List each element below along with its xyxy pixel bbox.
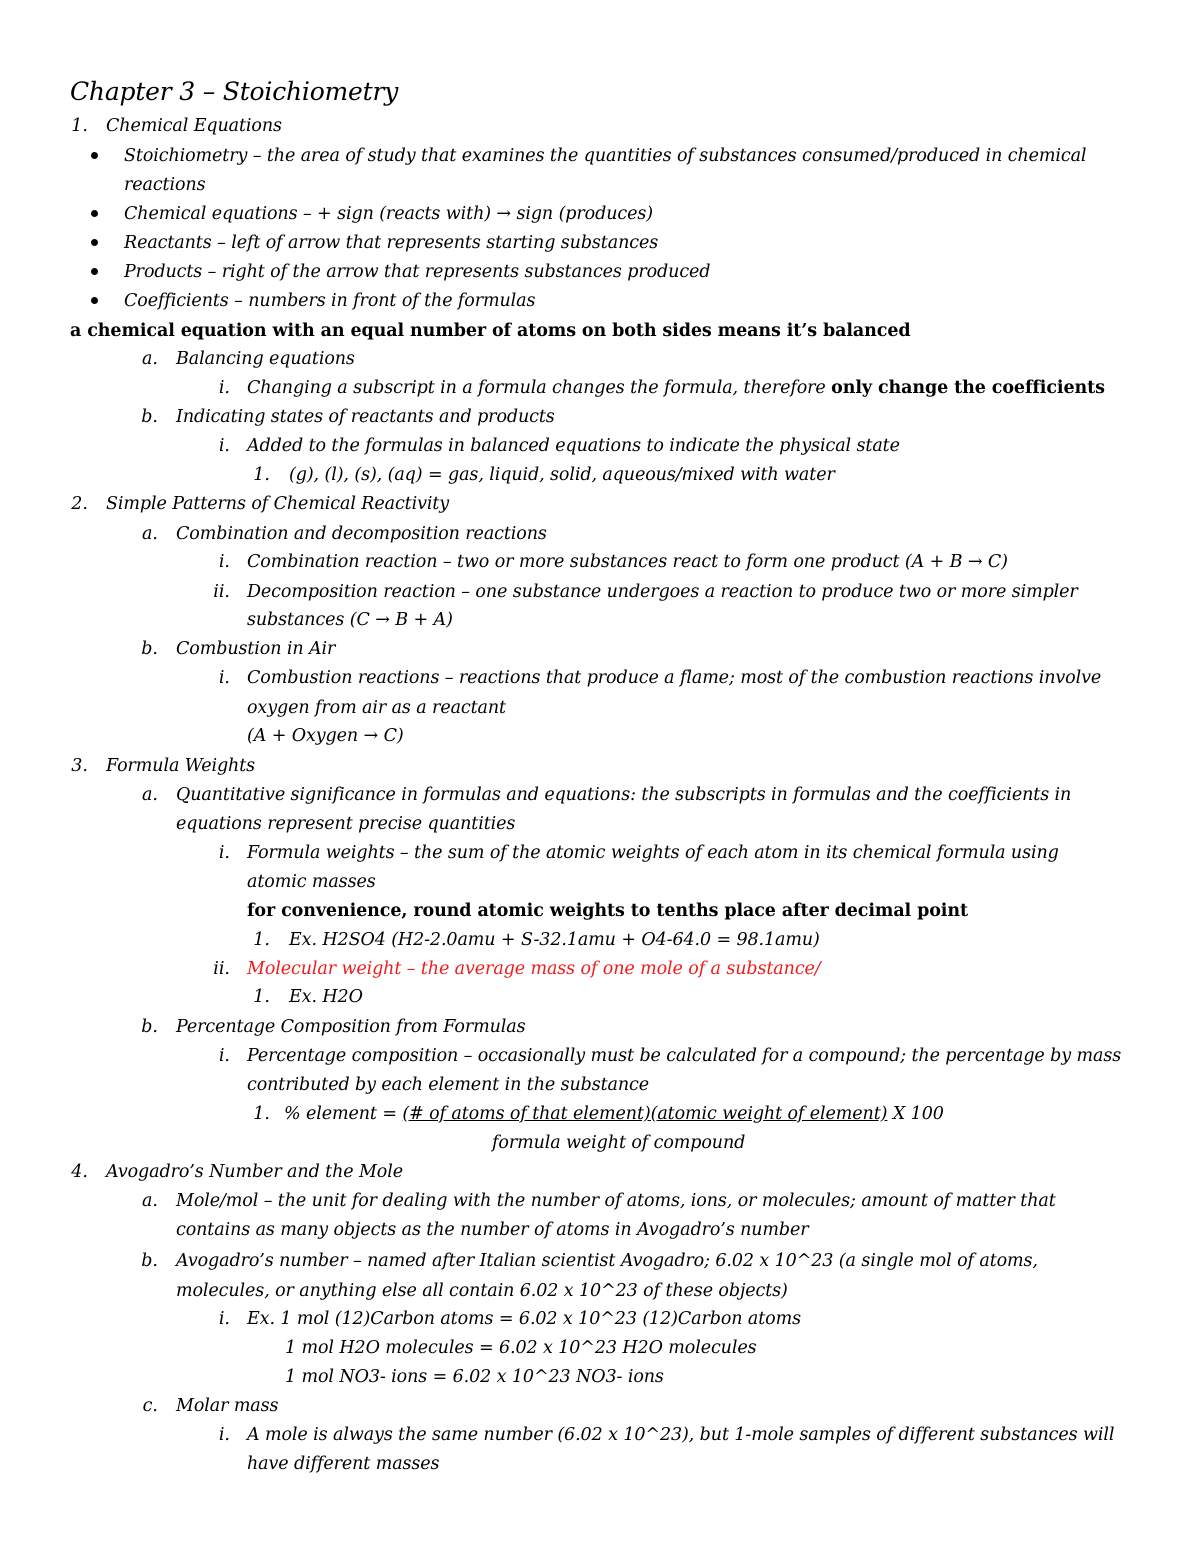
list-item-continuation: oxygen from air as a reactant [247,698,506,718]
list-item: Added to the formulas in balanced equations to indicate the physical state [247,436,900,456]
list-item: Percentage composition – occasionally must be calculated for a compound; the percentage by mass [247,1046,1122,1066]
highlighted-list-item: Molecular weight – the average mass of one mole of a substance/ [247,959,821,979]
list-item: Quantitative significance in formulas and equations: the subscripts in formulas and the coefficients in [176,785,1072,805]
list-item-continuation: 1 mol NO3- ions = 6.02 x 10^23 NO3- ions [285,1367,664,1387]
formula-numerator-line: % element = (# of atoms of that element)(atomic weight of element) X 100 [284,1104,944,1124]
list-marker: ii. [213,959,230,979]
list-item: Combination reaction – two or more substances react to form one product (A + B → C) [247,552,1008,572]
list-item: Avogadro’s number – named after Italian scientist Avogadro; 6.02 x 10^23 (a single mol of atoms, [176,1251,1038,1271]
list-item: Combustion in Air [176,639,336,659]
list-marker: i. [218,552,230,572]
list-item-continuation: equations represent precise quantities [176,814,516,834]
section-heading: Chemical Equations [106,116,282,136]
list-marker: i. [218,1046,230,1066]
list-marker: 1. [253,987,270,1007]
list-marker: b. [141,1017,158,1037]
list-item: Ex. H2SO4 (H2-2.0amu + S-32.1amu + O4-64.0 = 98.1amu) [289,930,820,950]
list-item: Combination and decomposition reactions [176,524,547,544]
bullet-text: Coefficients – numbers in front of the formulas [124,291,536,311]
list-item-continuation: contains as many objects as the number of atoms in Avogadro’s number [176,1220,809,1240]
list-item-continuation: atomic masses [247,872,376,892]
list-item: Percentage Composition from Formulas [176,1017,526,1037]
list-item: A mole is always the same number (6.02 x 10^23), but 1-mole samples of different substances will [247,1425,1115,1445]
section-number: 3. [71,756,88,776]
list-marker: i. [218,436,230,456]
list-item-continuation: contributed by each element in the substance [247,1075,650,1095]
bullet-dot [91,239,98,246]
list-item: Changing a subscript in a formula changes the formula, therefore only change the coefficients [247,378,1105,398]
list-marker: a. [142,785,158,805]
section-heading: Formula Weights [106,756,256,776]
list-marker: i. [218,668,230,688]
list-item: Ex. H2O [289,987,363,1007]
section-number: 1. [71,116,88,136]
list-item: Combustion reactions – reactions that produce a flame; most of the combustion reactions involve [247,668,1102,688]
formula-denominator: formula weight of compound [492,1133,746,1153]
list-marker: 1. [253,465,270,485]
list-marker: 1. [253,1104,270,1124]
bold-note: for convenience, round atomic weights to tenths place after decimal point [247,901,968,921]
list-item: Molar mass [176,1396,279,1416]
list-marker: ii. [213,582,230,602]
bullet-dot [91,152,98,159]
list-item: Ex. 1 mol (12)Carbon atoms = 6.02 x 10^23 (12)Carbon atoms [247,1309,801,1329]
list-item: Indicating states of reactants and products [176,407,555,427]
bullet-dot [91,297,98,304]
bullet-text: Reactants – left of arrow that represents starting substances [124,233,659,253]
bold-note: a chemical equation with an equal number of atoms on both sides means it’s balanced [70,321,911,341]
list-marker: c. [142,1396,158,1416]
list-item-continuation: have different masses [247,1454,440,1474]
section-number: 4. [71,1162,88,1182]
bold-emphasis: only change the coefficients [831,378,1105,398]
bullet-dot [91,268,98,275]
bullet-text-continuation: reactions [124,175,206,195]
bullet-text: Chemical equations – + sign (reacts with) → sign (produces) [124,204,653,224]
list-marker: i. [218,1425,230,1445]
list-item-continuation: molecules, or anything else all contain 6.02 x 10^23 of these objects) [176,1281,788,1301]
list-marker: i. [218,1309,230,1329]
list-item-continuation: 1 mol H2O molecules = 6.02 x 10^23 H2O molecules [285,1338,757,1358]
list-item: (g), (l), (s), (aq) = gas, liquid, solid, aqueous/mixed with water [289,465,835,485]
page-title: Chapter 3 – Stoichiometry [70,77,399,106]
list-marker: 1. [253,930,270,950]
section-heading: Simple Patterns of Chemical Reactivity [106,494,450,514]
list-item: Balancing equations [176,349,355,369]
list-marker: a. [142,1191,158,1211]
bullet-dot [91,210,98,217]
list-marker: i. [218,378,230,398]
bullet-text: Products – right of the arrow that represents substances produced [124,262,711,282]
list-marker: b. [141,1251,158,1271]
list-marker: a. [142,349,158,369]
list-marker: a. [142,524,158,544]
section-number: 2. [71,494,88,514]
list-item: Mole/mol – the unit for dealing with the number of atoms, ions, or molecules; amount of matter that [176,1191,1056,1211]
list-item-continuation: substances (C → B + A) [247,610,453,630]
section-heading: Avogadro’s Number and the Mole [106,1162,403,1182]
formula-numerator: (# of atoms of that element)(atomic weight of element) [402,1104,888,1124]
list-marker: b. [141,639,158,659]
list-item: Decomposition reaction – one substance undergoes a reaction to produce two or more simpler [247,582,1078,602]
bullet-text: Stoichiometry – the area of study that examines the quantities of substances consumed/produced in chemical [124,146,1087,166]
list-marker: b. [141,407,158,427]
list-item-continuation: (A + Oxygen → C) [247,726,404,746]
list-marker: i. [218,843,230,863]
list-item: Formula weights – the sum of the atomic weights of each atom in its chemical formula using [247,843,1059,863]
